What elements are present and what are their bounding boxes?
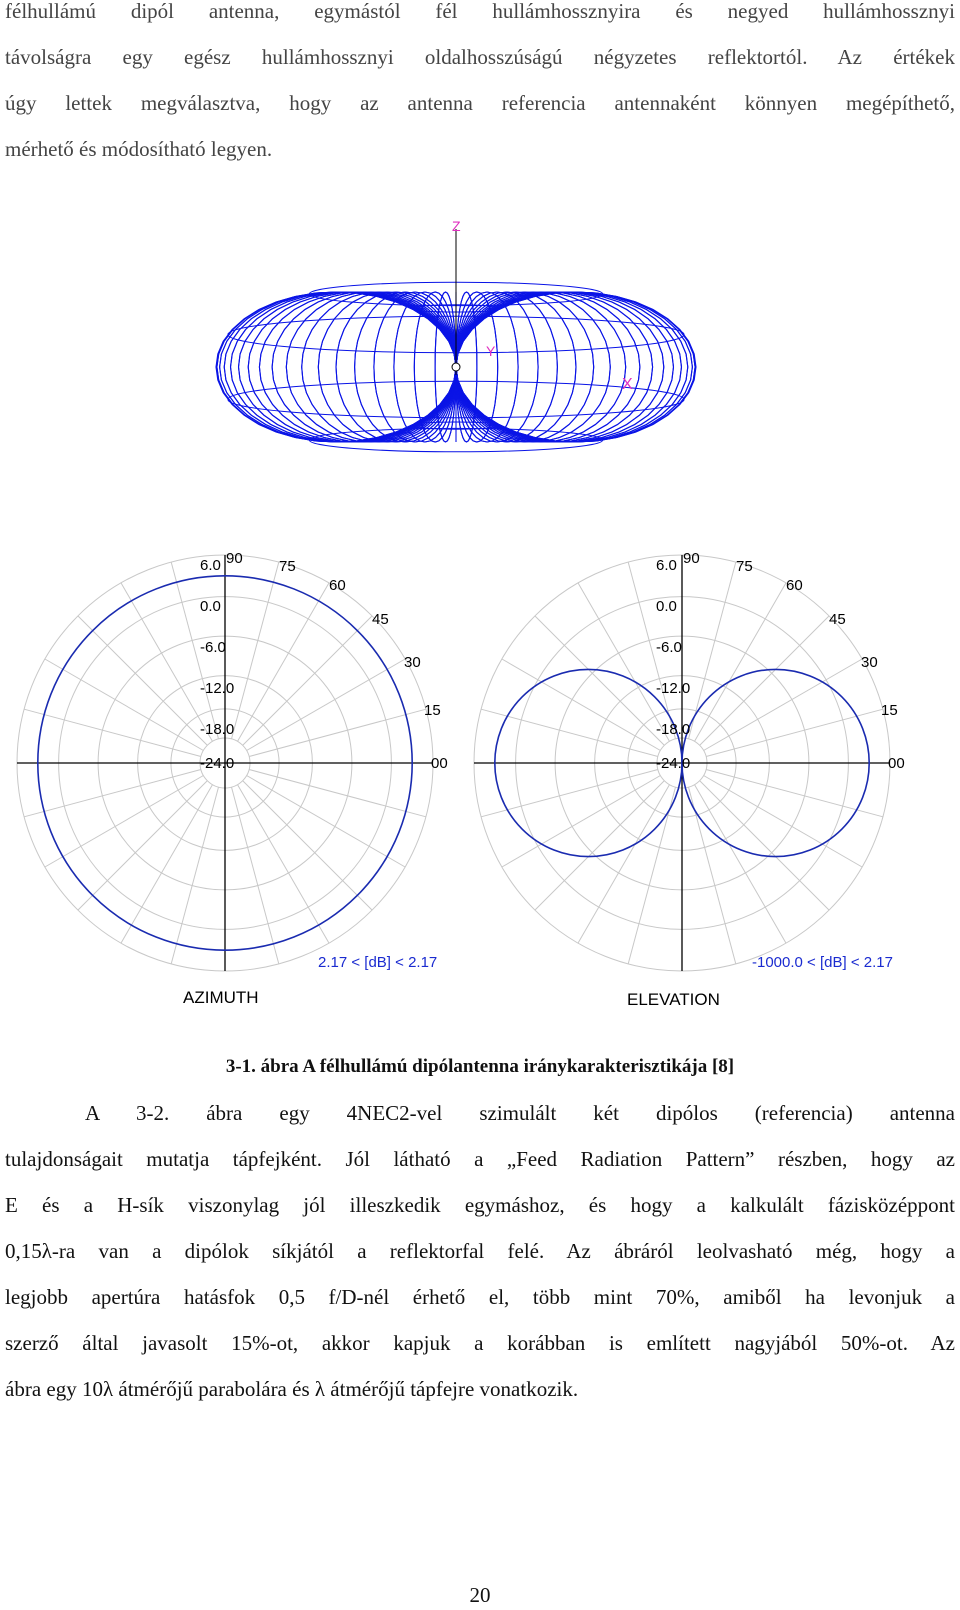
grid-spoke xyxy=(535,781,665,911)
el-angle-label: 75 xyxy=(736,558,753,575)
grid-spoke xyxy=(232,562,279,739)
grid-spoke xyxy=(171,787,218,964)
paragraph-line: távolságra egy egész hullámhossznyi oldalhosszúságú négyzetes reflektortól. Az értékek xyxy=(5,45,955,69)
el-radial-label: -12.0 xyxy=(656,680,691,697)
paragraph-line: ábra egy 10λ átmérőjű parabolára és λ átmérőjű tápfejre vonatkozik. xyxy=(5,1377,579,1401)
az-radial-label: 0.0 xyxy=(200,598,221,615)
z-axis-marker: Z xyxy=(452,218,461,234)
origin-marker xyxy=(452,363,460,371)
az-angle-label: 90 xyxy=(226,550,243,567)
grid-spoke xyxy=(249,770,426,817)
x-axis-marker: X xyxy=(622,376,633,393)
az-range-label: 2.17 < [dB] < 2.17 xyxy=(318,954,438,971)
az-radial-label: -12.0 xyxy=(200,680,235,697)
page-number: 20 xyxy=(469,1583,491,1607)
grid-spoke xyxy=(24,770,201,817)
body-paragraph xyxy=(5,1090,955,1412)
el-radial-label: -24.0 xyxy=(656,755,691,772)
az-angle-label: 30 xyxy=(404,654,421,671)
grid-spoke xyxy=(243,616,373,746)
azimuth-title: AZIMUTH xyxy=(183,988,259,1007)
az-angle-label: 45 xyxy=(372,611,389,628)
el-radial-label: -18.0 xyxy=(656,721,691,738)
el-angle-label: 60 xyxy=(786,577,803,594)
el-range-label: -1000.0 < [dB] < 2.17 xyxy=(752,954,893,971)
grid-spoke xyxy=(232,787,279,964)
radiation-pattern-figure xyxy=(0,215,960,1035)
figure-svg xyxy=(0,215,960,1035)
az-angle-label: 00 xyxy=(431,755,448,772)
paragraph-line: úgy lettek megválasztva, hogy az antenna referencia antennaként könnyen megépíthető, xyxy=(5,91,955,115)
elevation-title: ELEVATION xyxy=(627,990,720,1009)
el-angle-label: 45 xyxy=(829,611,846,628)
intro-paragraph xyxy=(5,0,955,172)
paragraph-line: 0,15λ-ra van a dipólok síkjától a reflektorfal felé. Az ábráról leolvasható még, hogy a xyxy=(5,1239,955,1263)
paragraph-line: mérhető és módosítható legyen. xyxy=(5,137,273,161)
el-radial-label: -6.0 xyxy=(656,639,682,656)
az-angle-label: 15 xyxy=(424,702,441,719)
az-angle-label: 60 xyxy=(329,577,346,594)
paragraph-line: félhullámú dipól antenna, egymástól fél hullámhossznyira és negyed hullámhossznyi xyxy=(5,0,955,23)
figure-caption: 3-1. ábra A félhullámú dipólantenna iránykarakterisztikája [8] xyxy=(225,1056,735,1077)
grid-spoke xyxy=(535,616,665,746)
paragraph-line: tulajdonságait mutatja tápfejként. Jól látható a „Feed Radiation Pattern” részben, hogy az xyxy=(5,1147,955,1171)
paragraph-line: A 3-2. ábra egy 4NEC2-vel szimulált két dipólos (referencia) antenna xyxy=(85,1101,955,1125)
paragraph-line: szerző által javasolt 15%-ot, akkor kapjuk a korábban is említett nagyjából 50%-ot. Az xyxy=(5,1331,955,1355)
grid-spoke xyxy=(689,787,736,964)
el-angle-label: 00 xyxy=(888,755,905,772)
grid-spoke xyxy=(700,781,830,911)
paragraph-line: E és a H-sík viszonylag jól illeszkedik egymáshoz, és hogy a kalkulált fázisközéppont xyxy=(5,1193,955,1217)
el-radial-label: 6.0 xyxy=(656,557,677,574)
grid-spoke xyxy=(24,709,201,756)
az-radial-label: -18.0 xyxy=(200,721,235,738)
az-radial-label: -24.0 xyxy=(200,755,235,772)
az-angle-label: 75 xyxy=(279,558,296,575)
azimuth-labels xyxy=(183,550,448,1007)
grid-spoke xyxy=(78,616,208,746)
grid-spoke xyxy=(78,781,208,911)
grid-spoke xyxy=(689,562,736,739)
az-radial-label: -6.0 xyxy=(200,639,226,656)
grid-spoke xyxy=(700,616,830,746)
el-angle-label: 90 xyxy=(683,550,700,567)
el-radial-label: 0.0 xyxy=(656,598,677,615)
az-radial-label: 6.0 xyxy=(200,557,221,574)
paragraph-line: legjobb apertúra hatásfok 0,5 f/D-nél érhető el, több mint 70%, amiből ha levonjuk a xyxy=(5,1285,955,1309)
el-angle-label: 30 xyxy=(861,654,878,671)
el-angle-label: 15 xyxy=(881,702,898,719)
grid-spoke xyxy=(628,787,675,964)
grid-spoke xyxy=(249,709,426,756)
grid-spoke xyxy=(243,781,373,911)
y-axis-marker: Y xyxy=(486,343,496,359)
